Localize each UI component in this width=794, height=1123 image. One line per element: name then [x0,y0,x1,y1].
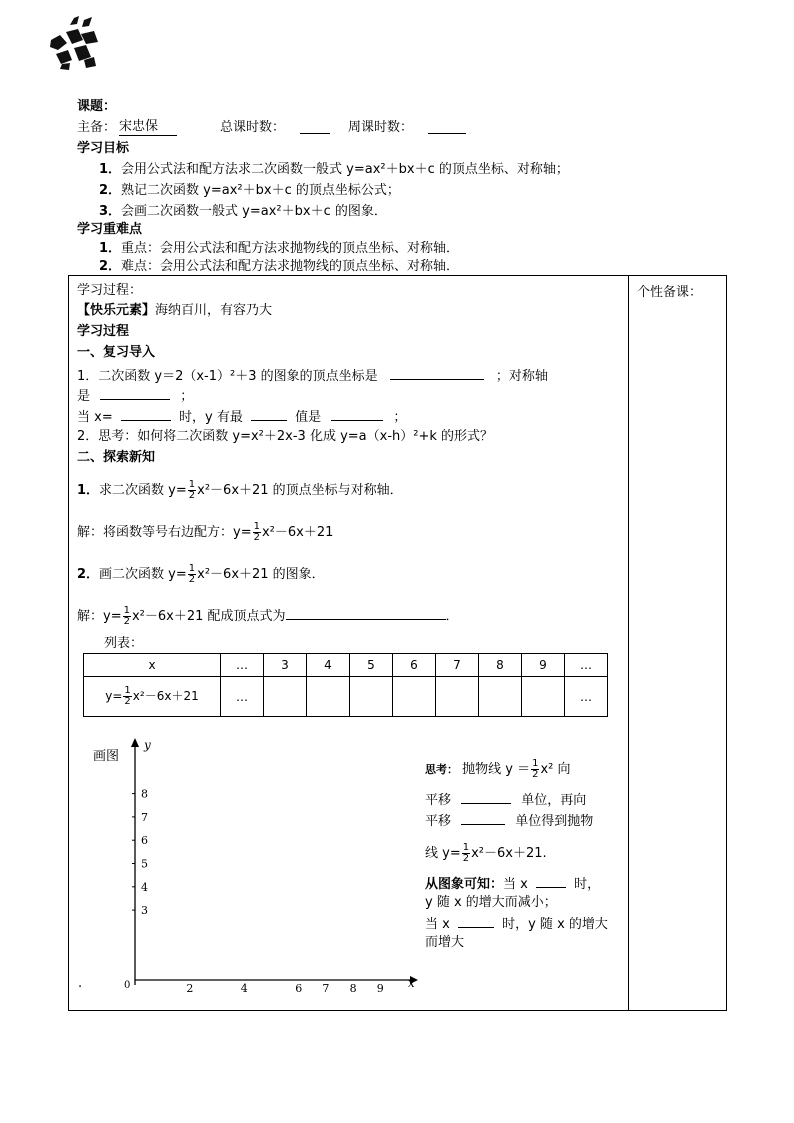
column-divider [628,275,629,1010]
think-line-6: y 随 x 的增大而减小； [425,895,557,910]
value-table [83,653,608,717]
problem-text-rest: x²－6x＋21 的图象． [197,567,325,582]
question-1-line2 [77,386,193,406]
table-cell: x [84,654,221,677]
shift-blank-2[interactable] [461,811,505,825]
decrease-blank[interactable] [536,874,566,888]
weekly-hours-blank[interactable] [428,119,466,134]
goal-item-2 [99,182,400,200]
keypoints-heading: 学习重难点 [77,222,143,237]
q1-axis-text: ；对称轴 [495,369,548,384]
table-cell: 9 [522,654,565,677]
value-blank[interactable] [331,407,383,421]
think-line-1 [425,759,571,780]
keypoint-num: 2． [99,259,122,274]
table-cell: … [565,677,608,717]
happy-element [77,302,272,320]
solution-2 [77,606,459,627]
process-label: 学习过程： [77,283,143,298]
q1-when-text: 当 x= [77,410,113,425]
q1-y-text: 时，y 有最 [179,410,243,425]
extreme-blank[interactable] [251,407,287,421]
goal-text: 会用公式法和配方法求二次函数一般式 y=ax²＋bx＋c 的顶点坐标、对称轴； [121,162,569,177]
think-text: 当 x [503,877,528,892]
section-explore: 二、探索新知 [77,450,156,465]
keypoint-num: 1． [99,241,122,256]
keypoint-text: 难点：会用公式法和配方法求抛物线的顶点坐标、对称轴． [121,259,460,274]
y-tick-label: 4 [141,880,148,894]
fraction-half: $\frac{1}{2}$ [188,479,196,501]
problem-text-rest: x²－6x＋21 的顶点坐标与对称轴． [197,483,403,498]
keypoint-text: 重点：会用公式法和配方法求抛物线的顶点坐标、对称轴． [121,241,460,256]
fraction-half: $\frac{1}{2}$ [462,842,470,864]
axis-blank[interactable] [100,386,170,400]
think-text: 平移 [425,793,452,808]
increase-blank[interactable] [458,914,494,928]
problem-num: 1． [77,483,100,498]
q1-value-text: 值是 [295,410,322,425]
x-tick-label: 9 [376,982,384,993]
think-line-5 [425,874,600,894]
problem-text: 画二次函数 y= [99,567,187,582]
table-cell: 3 [264,654,307,677]
shift-blank-1[interactable] [461,790,511,804]
think-text: 单位，再向 [521,793,587,808]
goal-item-1 [99,161,569,179]
happy-text: 海纳百川，有容乃大 [155,303,273,318]
goal-num: 3． [99,204,122,219]
think-tag: 思考： [425,763,458,776]
section-review: 一、复习导入 [77,345,156,360]
table-cell: … [565,654,608,677]
logo-icon [48,14,102,72]
process-subheading: 学习过程 [77,324,130,339]
graph-label: 画图 [93,749,120,764]
y-tick-label: 5 [141,857,148,871]
personal-note-label: 个性备课： [637,285,703,300]
table-cell: 7 [436,654,479,677]
coordinate-graph [110,735,420,993]
table-cell: 5 [350,654,393,677]
think-text: 当 x [425,917,450,932]
think-line-4 [425,843,547,864]
table-cell: 8 [479,654,522,677]
fraction-half: $\frac{1}{2}$ [532,758,539,780]
preparer-label: 主备： [77,120,117,135]
happy-tag: 【快乐元素】 [77,303,156,318]
origin-label: 0 [124,980,131,991]
x-tick-label: 7 [322,982,330,993]
table-cell: 4 [307,654,350,677]
think-line-2 [425,790,586,810]
vertex-blank[interactable] [390,366,484,380]
think-text: 时， [574,877,601,892]
table-input-cell[interactable] [264,677,307,717]
goal-num: 2． [99,183,122,198]
think-text: x²－6x＋21. [471,846,547,861]
problem-2 [77,564,325,585]
table-row [84,654,608,677]
think-text: 时，y 随 x 的增大 [502,917,608,932]
problem-num: 2． [77,567,100,582]
x-tick-label: 4 [240,982,248,993]
table-input-cell[interactable] [393,677,436,717]
think-line-8: 而增大 [425,935,465,950]
problem-1 [77,480,403,501]
x-tick-label: 8 [349,982,357,993]
think-text: 单位得到抛物 [515,814,594,829]
table-cell: y= $\frac{1}{2}$ x²－6x＋21 [84,677,221,717]
solution-text: 解：将函数等号右边配方：y= [77,525,252,540]
think-line-7 [425,914,608,934]
table-input-cell[interactable] [479,677,522,717]
think-text: 抛物线 y ＝ [462,762,531,777]
x-tick-label: 6 [295,982,303,993]
total-hours-blank[interactable] [300,119,330,134]
think-text: 平移 [425,814,452,829]
goal-text: 熟记二次函数 y=ax²＋bx＋c 的顶点坐标公式； [121,183,400,198]
preparer-name: 宋忠保 [119,119,177,136]
y-axis-arrow-icon [131,738,139,747]
y-tick-label: 3 [141,904,148,918]
y-axis-label: y [144,738,151,752]
table-cell: … [221,677,264,717]
goal-item-3 [99,203,387,221]
think-text: x² 向 [540,762,571,777]
y-tick-label: 6 [141,834,148,848]
q1-text: 1．二次函数 y＝2（x-1）²＋3 的图象的顶点坐标是 [77,369,378,384]
weekly-hours-label: 周课时数： [348,120,414,135]
goals-heading: 学习目标 [77,141,130,156]
x-value-blank[interactable] [121,407,171,421]
goal-num: 1． [99,162,122,177]
q1-end: ； [393,410,407,425]
x-tick-label: 2 [186,982,194,993]
graph-dot: . [78,976,83,991]
table-input-cell[interactable] [350,677,393,717]
table-cell: … [221,654,264,677]
from-graph-label: 从图象可知： [425,877,504,892]
fraction-half: $\frac{1}{2}$ [188,563,196,585]
table-input-cell[interactable] [436,677,479,717]
y-tick-label: 8 [141,787,148,801]
question-1-line1 [77,366,548,386]
keypoint-item-2 [99,258,459,276]
table-label: 列表： [104,636,144,651]
question-2: 2．思考：如何将二次函数 y=x²＋2x-3 化成 y=a（x-h）²+k 的形式？ [77,429,494,444]
y-tick-label: 7 [141,810,148,824]
keypoint-item-1 [99,240,459,258]
question-1-line3 [77,407,406,427]
q1-is-text: 是 [77,389,91,404]
solution-expr: x²－6x＋21 配成顶点式为 [131,609,286,624]
fraction-half: $\frac{1}{2}$ [123,605,130,627]
table-cell: 6 [393,654,436,677]
title-label: 课题： [77,99,117,114]
think-line-3 [425,811,593,831]
solution-text: 解：y= [77,609,122,624]
table-input-cell[interactable] [307,677,350,717]
table-row [84,677,608,717]
total-hours-label: 总课时数： [220,120,286,135]
table-input-cell[interactable] [522,677,565,717]
solution-end: ． [445,609,459,624]
fraction-half: $\frac{1}{2}$ [253,521,260,543]
problem-text: 求二次函数 y= [99,483,187,498]
solution-expr: x²－6x＋21 [261,525,334,540]
q1-semicolon: ； [180,389,194,404]
vertex-form-blank[interactable] [286,606,446,620]
think-text: 线 y= [425,846,461,861]
goal-text: 会画二次函数一般式 y=ax²＋bx＋c 的图象． [121,204,387,219]
solution-1 [77,522,333,543]
x-axis-label: x [408,976,415,990]
